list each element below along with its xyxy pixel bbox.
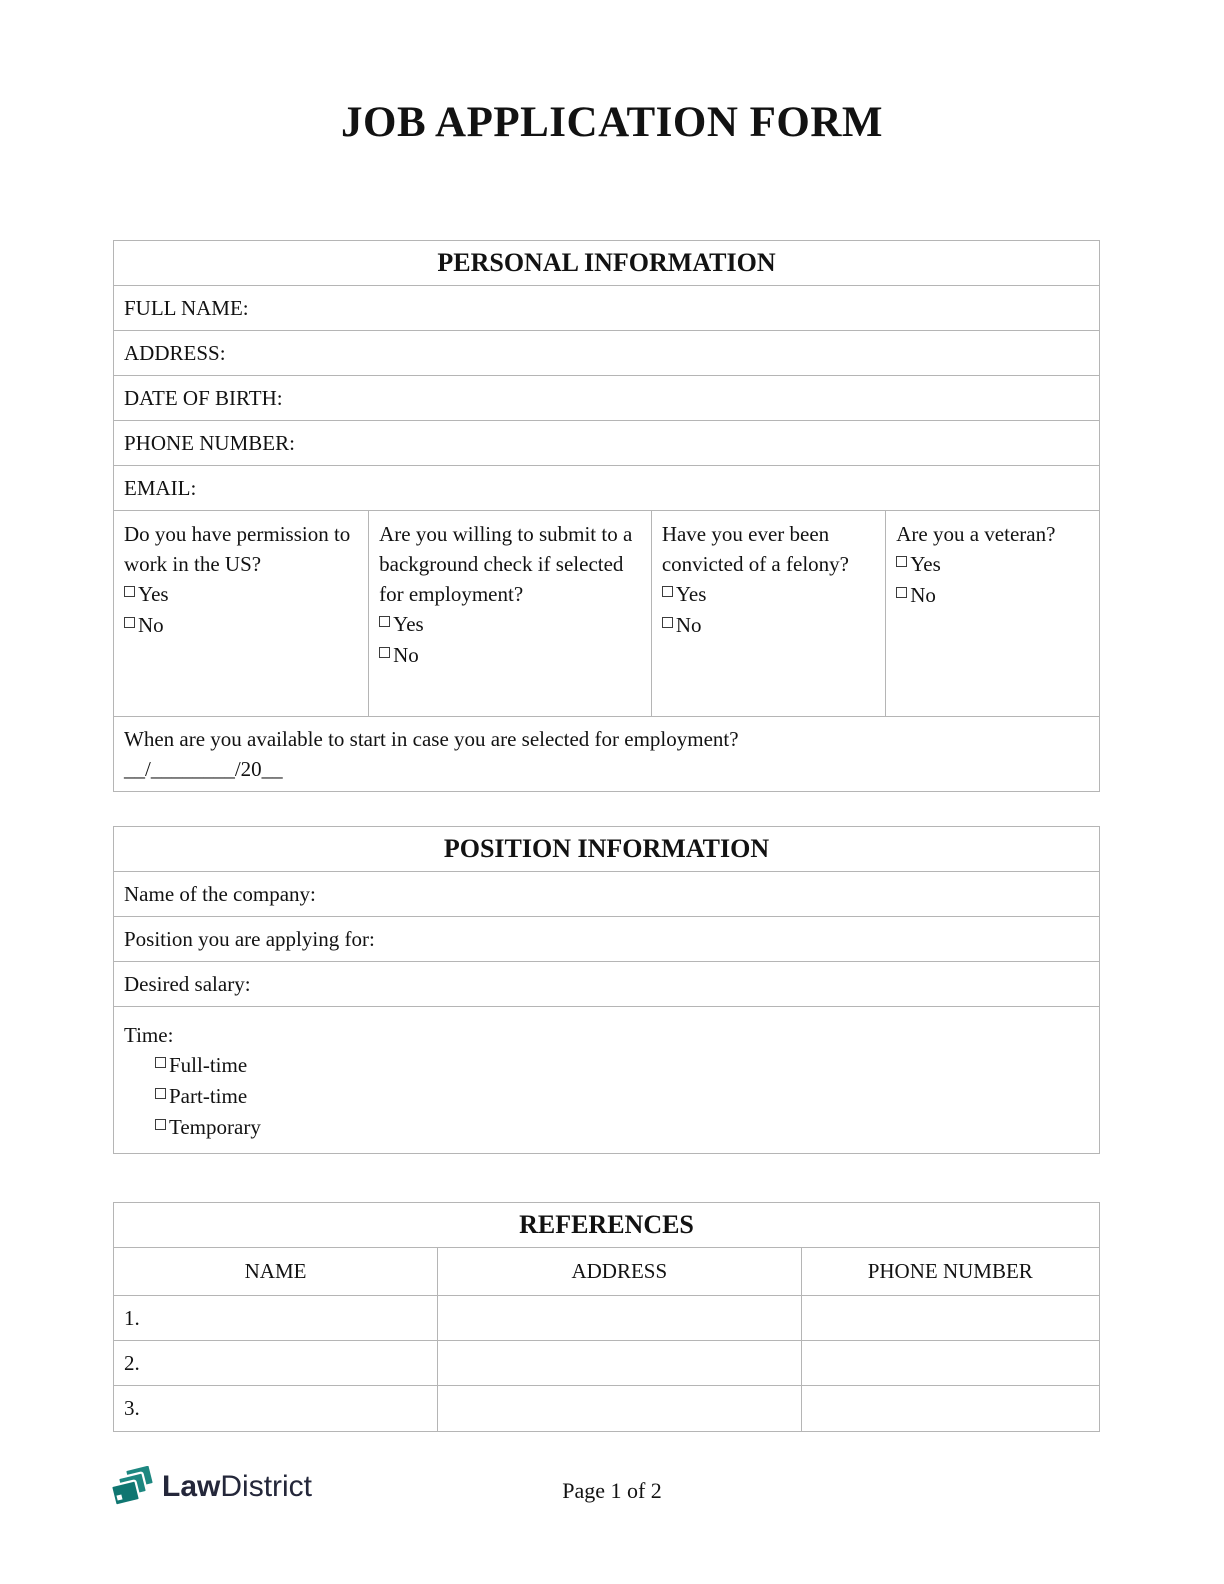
brand-name-bold: Law bbox=[162, 1470, 221, 1503]
background-check-question-cell bbox=[368, 511, 651, 716]
page-number: Page 1 of 2 bbox=[562, 1478, 662, 1503]
felony-yes-label: Yes bbox=[675, 582, 707, 606]
background-check-no-checkbox[interactable] bbox=[379, 647, 390, 658]
availability-row bbox=[114, 717, 1099, 791]
felony-no-label: No bbox=[675, 613, 702, 637]
reference-2-number: 2. bbox=[124, 1350, 140, 1375]
time-label: Time: bbox=[124, 1023, 174, 1047]
reference-1-phone-cell bbox=[801, 1296, 1099, 1340]
references-table bbox=[113, 1202, 1100, 1432]
reference-2-phone-cell bbox=[801, 1341, 1099, 1385]
availability-date-blank: __/________/20__ bbox=[124, 757, 283, 781]
references-header: REFERENCES bbox=[114, 1203, 1099, 1248]
desired-salary-field: Desired salary: bbox=[114, 962, 1099, 1007]
reference-2-address-cell bbox=[437, 1341, 800, 1385]
reference-3-phone-cell bbox=[801, 1386, 1099, 1431]
references-name-column-header: NAME bbox=[244, 1259, 307, 1283]
temporary-label: Temporary bbox=[169, 1115, 261, 1139]
full-time-label: Full-time bbox=[169, 1053, 248, 1077]
felony-question-cell bbox=[651, 511, 885, 716]
references-column-headers bbox=[114, 1248, 1099, 1296]
background-check-yes-label: Yes bbox=[393, 612, 424, 636]
reference-row-1 bbox=[114, 1296, 1099, 1341]
phone-number-field: PHONE NUMBER: bbox=[114, 421, 1099, 466]
veteran-question-cell bbox=[885, 511, 1099, 716]
permission-yes-label: Yes bbox=[138, 582, 169, 606]
date-of-birth-field: DATE OF BIRTH: bbox=[114, 376, 1099, 421]
reference-1-number: 1. bbox=[124, 1305, 140, 1330]
position-information-header: POSITION INFORMATION bbox=[114, 827, 1099, 872]
brand-name-regular: District bbox=[220, 1470, 313, 1503]
reference-3-address-cell bbox=[437, 1386, 800, 1431]
background-check-no-label: No bbox=[393, 643, 419, 667]
veteran-question-text: Are you a veteran? bbox=[896, 522, 1056, 546]
veteran-yes-label: Yes bbox=[910, 552, 941, 576]
position-information-table bbox=[113, 826, 1100, 1154]
permission-question-text: Do you have permission to work in the US? bbox=[124, 522, 351, 576]
felony-yes-checkbox[interactable] bbox=[662, 586, 673, 597]
personal-information-table bbox=[113, 240, 1100, 792]
position-applying-field: Position you are applying for: bbox=[114, 917, 1099, 962]
full-name-field: FULL NAME: bbox=[114, 286, 1099, 331]
email-field: EMAIL: bbox=[114, 466, 1099, 511]
temporary-checkbox[interactable] bbox=[155, 1119, 166, 1130]
personal-information-header: PERSONAL INFORMATION bbox=[114, 241, 1099, 286]
background-check-question-text: Are you willing to submit to a background check if selected for employment? bbox=[379, 522, 633, 606]
felony-question-text: Have you ever been convicted of a felony? bbox=[661, 522, 849, 576]
permission-no-label: No bbox=[138, 613, 164, 637]
permission-yes-checkbox[interactable] bbox=[124, 586, 135, 597]
references-phone-column-header: PHONE NUMBER bbox=[801, 1248, 1099, 1295]
felony-no-checkbox[interactable] bbox=[662, 617, 673, 628]
availability-question: When are you available to start in case you are selected for employment? bbox=[124, 727, 739, 751]
reference-3-number: 3. bbox=[124, 1396, 140, 1420]
address-field: ADDRESS: bbox=[114, 331, 1099, 376]
page-title: JOB APPLICATION FORM bbox=[341, 99, 883, 146]
reference-row-3 bbox=[114, 1386, 1099, 1431]
veteran-yes-checkbox[interactable] bbox=[896, 556, 907, 567]
references-address-column-header: ADDRESS bbox=[437, 1248, 800, 1295]
eligibility-questions-row bbox=[114, 511, 1099, 717]
veteran-no-label: No bbox=[910, 583, 936, 607]
part-time-checkbox[interactable] bbox=[155, 1088, 166, 1099]
full-time-checkbox[interactable] bbox=[155, 1057, 166, 1068]
background-check-yes-checkbox[interactable] bbox=[379, 616, 390, 627]
reference-1-address-cell bbox=[437, 1296, 800, 1340]
company-name-field: Name of the company: bbox=[114, 872, 1099, 917]
part-time-label: Part-time bbox=[169, 1084, 248, 1108]
veteran-no-checkbox[interactable] bbox=[896, 587, 907, 598]
permission-no-checkbox[interactable] bbox=[124, 617, 135, 628]
time-row bbox=[114, 1007, 1099, 1153]
permission-question-cell bbox=[114, 511, 368, 716]
reference-row-2 bbox=[114, 1341, 1099, 1386]
